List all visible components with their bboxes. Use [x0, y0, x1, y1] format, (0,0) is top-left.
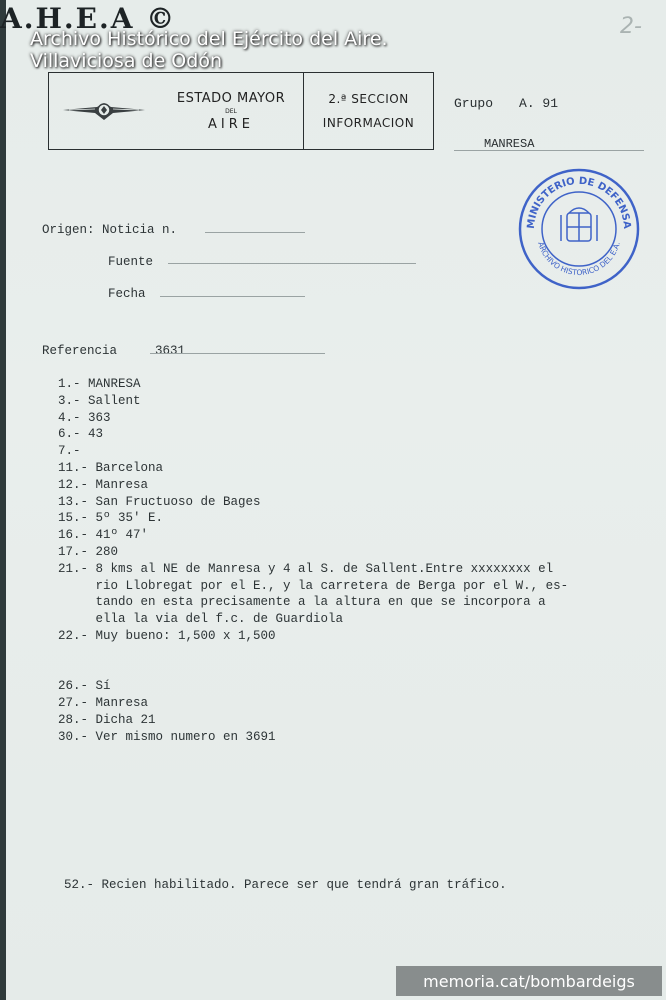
- entry-line: 3.- Sallent: [58, 393, 141, 408]
- entry-line: 15.- 5º 35' E.: [58, 511, 164, 526]
- entry-line: ella la via del f.c. de Guardiola: [58, 612, 344, 627]
- entry-line: 12.- Manresa: [58, 477, 149, 492]
- entry-line: 7.-: [58, 444, 81, 459]
- title-line-3: AIRE: [208, 116, 254, 132]
- entry-52: 52.- Recien habilitado. Parece ser que tendrá gran tráfico.: [64, 878, 507, 892]
- entry-line: 21.- 8 kms al NE de Manresa y 4 al S. de Sallent.Entre xxxxxxxx el: [58, 561, 554, 576]
- entry-line: tando en esta precisamente a la altura en que se incorpora a: [58, 595, 546, 610]
- watermark-line-1: Archivo Histórico del Ejército del Aire.: [30, 28, 388, 50]
- stamp-top-text: MINISTERIO DE DEFENSA: [525, 175, 633, 230]
- entry-line: 11.- Barcelona: [58, 460, 164, 475]
- entry-line: 22.- Muy bueno: 1,500 x 1,500: [58, 628, 276, 643]
- entry-list: [58, 376, 648, 746]
- page-number: 2-: [620, 14, 642, 39]
- entry-line: 27.- Manresa: [58, 696, 149, 711]
- origen-rule: [205, 232, 305, 233]
- title-line-2: DEL: [225, 107, 237, 115]
- entry-line: 16.- 41º 47': [58, 528, 149, 543]
- letterhead-section: [304, 73, 433, 149]
- grupo-value: A. 91: [519, 96, 559, 111]
- entry-line: [58, 645, 648, 662]
- entry-line: 17.- 280: [58, 544, 119, 559]
- referencia-value: 3631: [155, 344, 186, 358]
- fuente-label: Fuente: [108, 255, 154, 269]
- stamp-bottom-text: ARCHIVO HISTORICO DEL E.A.: [536, 240, 622, 278]
- fecha-label: Fecha: [108, 287, 146, 301]
- referencia-rule: [150, 353, 325, 354]
- entry-line: 13.- San Fructuoso de Bages: [58, 494, 261, 509]
- origen-label: Origen: Noticia n.: [42, 223, 178, 237]
- entry-line: [58, 662, 648, 679]
- letterhead-title: [159, 73, 304, 149]
- referencia-label: Referencia: [42, 344, 118, 358]
- grupo-rule: [454, 150, 644, 151]
- air-force-emblem-icon: [49, 73, 159, 149]
- entry-line: 26.- Sí: [58, 679, 111, 694]
- fecha-rule: [160, 296, 305, 297]
- entry-line: 30.- Ver mismo numero en 3691: [58, 729, 276, 744]
- archive-watermark: [30, 28, 450, 72]
- letterhead-box: [48, 72, 434, 150]
- ministry-stamp-icon: [517, 167, 641, 291]
- grupo-label: Grupo: [454, 96, 494, 111]
- grupo-field: [454, 96, 558, 111]
- section-line-2: INFORMACION: [322, 116, 415, 130]
- entry-line: rio Llobregat por el E., y la carretera de Berga por el W., es-: [58, 578, 569, 593]
- entry-line: 4.- 363: [58, 410, 111, 425]
- entry-line: 1.- MANRESA: [58, 377, 141, 391]
- source-credit: memoria.cat/bombardeigs: [396, 966, 662, 996]
- archive-corner-mark: A.H.E.A ©: [0, 2, 177, 35]
- watermark-line-2: Villaviciosa de Odón: [30, 50, 222, 72]
- entry-line: 28.- Dicha 21: [58, 712, 156, 727]
- svg-text:ARCHIVO HISTORICO DEL E.A.: [536, 241, 622, 277]
- entry-line: 6.- 43: [58, 427, 104, 442]
- fuente-rule: [168, 263, 416, 264]
- title-line-1: ESTADO MAYOR: [176, 90, 286, 106]
- section-line-1: 2.ª SECCION: [328, 92, 409, 106]
- place-heading: MANRESA: [484, 137, 535, 151]
